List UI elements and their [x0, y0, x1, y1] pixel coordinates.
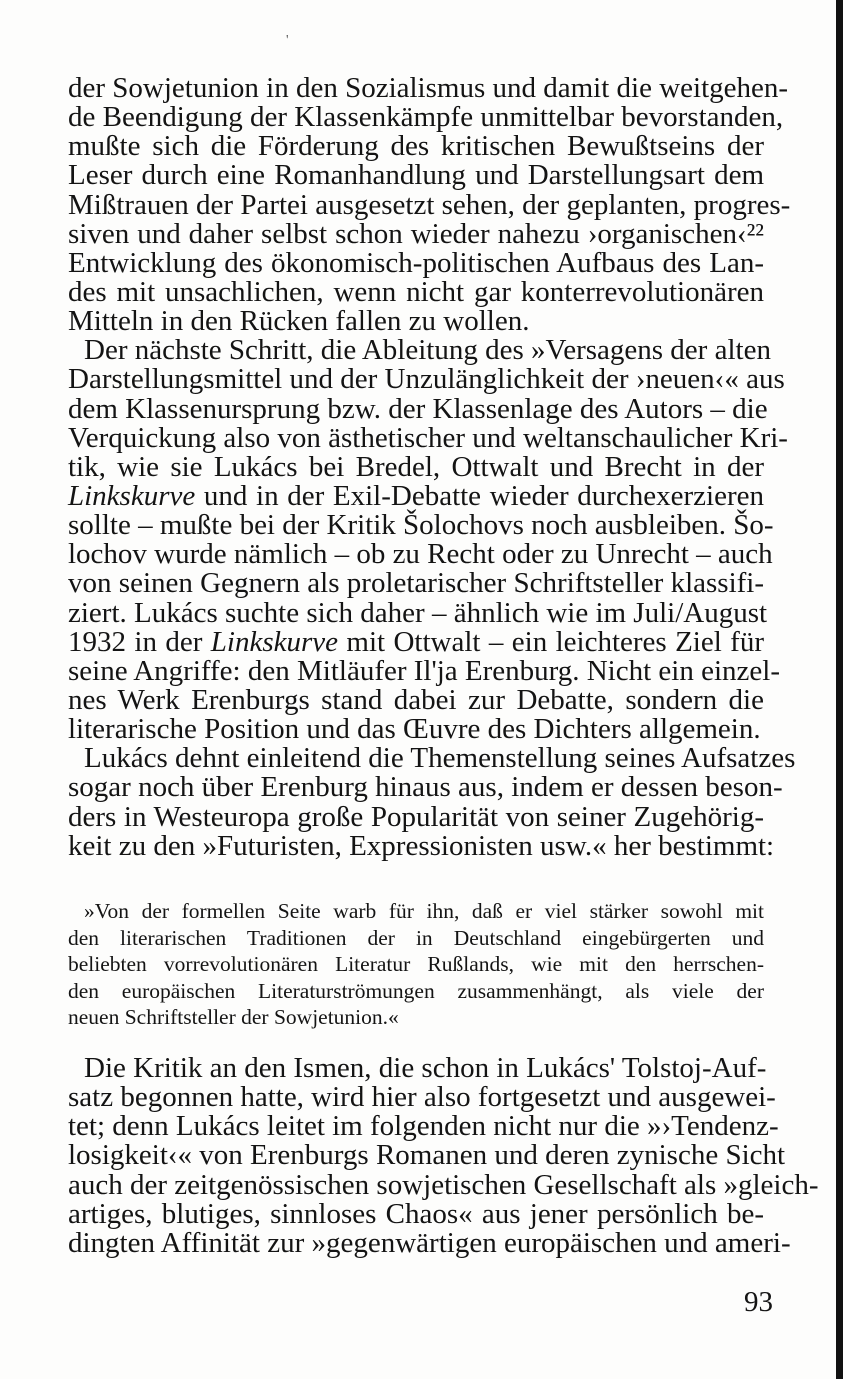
page-number: 93: [744, 1286, 773, 1318]
text-line: der Sowjetunion in den Sozialismus und damit die weitgehen-: [68, 72, 789, 104]
text-line: ders in Westeuropa große Popularität von seiner Zugehörig-: [68, 800, 764, 833]
text-line: Linkskurve und in der Exil-Debatte wieder durchexerzieren: [68, 479, 764, 512]
text-line: mußte sich die Förderung des kritischen Bewußtseins der: [68, 130, 764, 163]
text-line: nes Werk Erenburgs stand dabei zur Debatte, sondern die: [68, 683, 764, 716]
quote-line: »Von der formellen Seite warb für ihn, daß er viel stärker sowohl mit: [84, 899, 764, 923]
text-line: von seinen Gegnern als proletarischer Schriftsteller klassifi-: [68, 567, 764, 600]
text-line: Lukács dehnt einleitend die Themenstellung seines Aufsatzes: [84, 742, 796, 775]
text-line: Verquickung also von ästhetischer und weltanschaulicher Kri-: [68, 421, 788, 454]
text-line: literarische Position und das Œuvre des Dichters allgemein.: [68, 713, 761, 746]
paragraph-4: [68, 1052, 819, 1259]
text-line: 1932 in der Linkskurve mit Ottwalt – ein leichteres Ziel für: [68, 625, 764, 658]
paragraph-1: [68, 72, 791, 338]
text-line: seine Angriffe: den Mitläufer Il'ja Erenburg. Nicht ein einzel-: [68, 654, 780, 687]
text-line: siven und daher selbst schon wieder nahezu ›organischen‹²²: [68, 217, 764, 250]
text-line: tik, wie sie Lukács bei Bredel, Ottwalt und Brecht in der: [68, 450, 764, 483]
text-line: Mitteln in den Rücken fallen zu wollen.: [68, 305, 530, 338]
italic-title: Linkskurve: [210, 625, 339, 658]
italic-title: Linkskurve: [68, 479, 196, 512]
text-line: keit zu den »Futuristen, Expressionisten usw.« her bestimmt:: [68, 829, 775, 862]
text-line: artiges, blutiges, sinnloses Chaos« aus jener persönlich be-: [68, 1197, 764, 1230]
quote-line: beliebten vorrevolutionären Literatur Rußlands, wie mit den herrschen-: [68, 952, 764, 977]
text-line: Der nächste Schritt, die Ableitung des »Versagens der alten: [84, 334, 771, 367]
quote-line: den literarischen Traditionen der in Deutschland eingebürgerten und: [68, 925, 764, 950]
block-quote: [68, 898, 764, 1031]
text-line: Entwicklung des ökonomisch-politischen Aufbaus des Lan-: [68, 246, 764, 279]
text-line: ziert. Lukács suchte sich daher – ähnlich wie im Juli/August: [68, 596, 768, 629]
text-line: losigkeit‹« von Erenburgs Romanen und deren zynische Sicht: [68, 1139, 786, 1172]
text-line: dingten Affinität zur »gegenwärtigen europäischen und ameri-: [68, 1226, 791, 1259]
text-line: des mit unsachlichen, wenn nicht gar konterrevolutionären: [68, 275, 764, 308]
main-text-lower: [68, 1052, 819, 1259]
paragraph-2: [68, 334, 788, 746]
text-line: tet; denn Lukács leitet im folgenden nicht nur die »›Tendenz-: [68, 1110, 779, 1143]
text-line: sogar noch über Erenburg hinaus aus, indem er dessen beson-: [68, 771, 783, 804]
text-line: sollte – mußte bei der Kritik Šolochovs noch ausbleiben. Šo-: [68, 509, 774, 542]
text-line: Leser durch eine Romanhandlung und Darstellungsart dem: [68, 159, 764, 192]
text-line: de Beendigung der Klassenkämpfe unmittelbar bevorstanden,: [68, 101, 784, 134]
main-text-upper: [68, 72, 796, 862]
scan-edge-shadow: [836, 0, 843, 1379]
text-line: Darstellungsmittel und der Unzulänglichkeit der ›neuen‹« aus: [68, 363, 785, 396]
text-line: satz begonnen hatte, wird hier also fortgesetzt und ausgewei-: [68, 1081, 776, 1114]
quote-line: neuen Schriftsteller der Sowjetunion.«: [68, 1005, 399, 1030]
text-line: auch der zeitgenössischen sowjetischen Gesellschaft als »gleich-: [68, 1168, 819, 1201]
scan-speck: ': [286, 33, 289, 48]
text-line: Mißtrauen der Partei ausgesetzt sehen, der geplanten, progres-: [68, 188, 791, 221]
text-line: dem Klassenursprung bzw. der Klassenlage des Autors – die: [68, 392, 768, 425]
text-line: Die Kritik an den Ismen, die schon in Lukács' Tolstoj-Auf-: [84, 1052, 767, 1084]
quote-line: den europäischen Literaturströmungen zusammenhängt, als viele der: [68, 978, 764, 1003]
block-quote-lines: [68, 898, 764, 1031]
paragraph-3: [68, 742, 796, 862]
text-line: lochov wurde nämlich – ob zu Recht oder zu Unrecht – auch: [68, 538, 773, 571]
